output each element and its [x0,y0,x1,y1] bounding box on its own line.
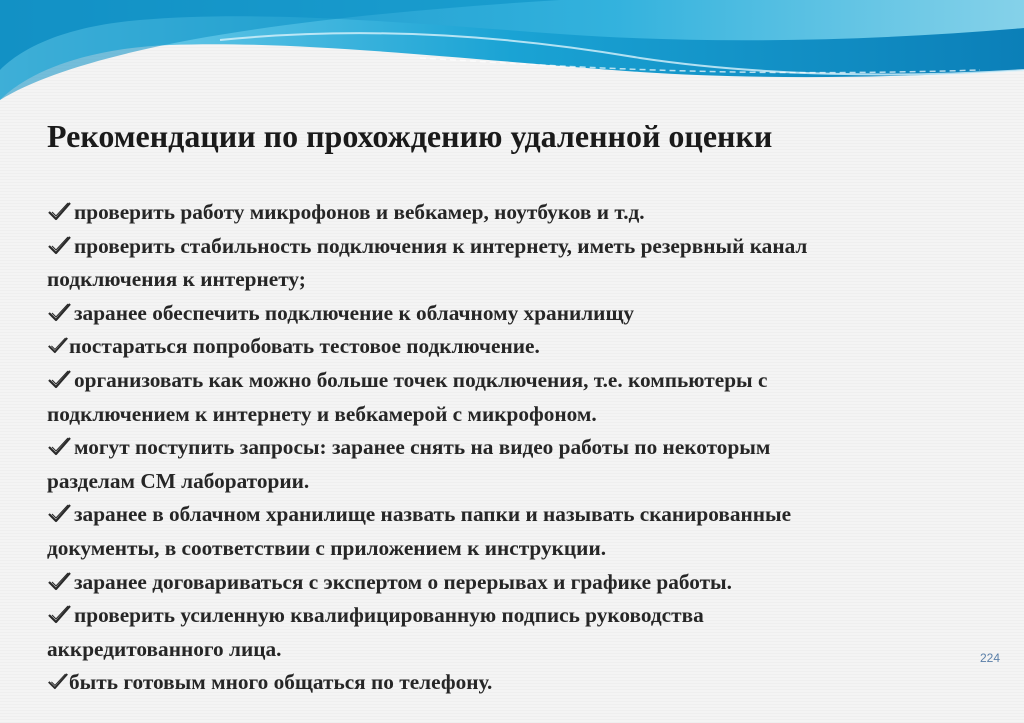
list-item [47,666,977,700]
checkmark-icon [47,201,72,221]
page-number: 224 [979,651,1000,665]
slide-title: Рекомендации по прохождению удаленной оценки [47,118,773,154]
checkmark-icon [47,335,69,355]
list-item [47,599,977,666]
list-item-text: организовать как можно больше точек подключения, т.е. компьютеры с подключением к интернету и вебкамерой с микрофоном. [47,367,768,426]
list-item [47,330,977,364]
list-item [47,230,977,297]
list-item-text: заранее в облачном хранилище назвать папки и называть сканированные документы, в соответствии с приложением к инструкции. [47,502,792,560]
checkmark-icon [47,604,72,624]
list-item [47,364,977,431]
checkmark-icon [47,503,72,523]
list-item [47,196,977,230]
recommendations-list [47,196,977,700]
checkmark-icon [47,671,69,691]
checkmark-icon [47,369,72,389]
list-item-text: проверить стабильность подключения к интернету, иметь резервный канал подключения к интернету; [47,233,808,292]
checkmark-icon [47,436,72,456]
list-item-text: заранее договариваться с экспертом о перерывах и графике работы. [74,569,732,594]
list-item-text: проверить усиленную квалифицированную подпись руководства аккредитованного лица. [47,603,704,661]
list-item-text: постараться попробовать тестовое подключение. [69,334,540,359]
list-item [47,566,977,600]
checkmark-icon [47,302,72,322]
list-item [47,498,977,565]
list-item [47,431,977,498]
list-item-text: проверить работу микрофонов и вебкамер, ноутбуков и т.д. [74,200,645,224]
list-item-text: быть готовым много общаться по телефону. [69,670,493,695]
list-item-text: могут поступить запросы: заранее снять на видео работы по некоторым разделам СМ лаборатории. [47,435,771,493]
list-item [47,297,977,331]
checkmark-icon [47,571,72,591]
list-item-text: заранее обеспечить подключение к облачному хранилищу [74,300,635,325]
header-wave-decoration [0,0,1024,110]
checkmark-icon [47,235,72,255]
